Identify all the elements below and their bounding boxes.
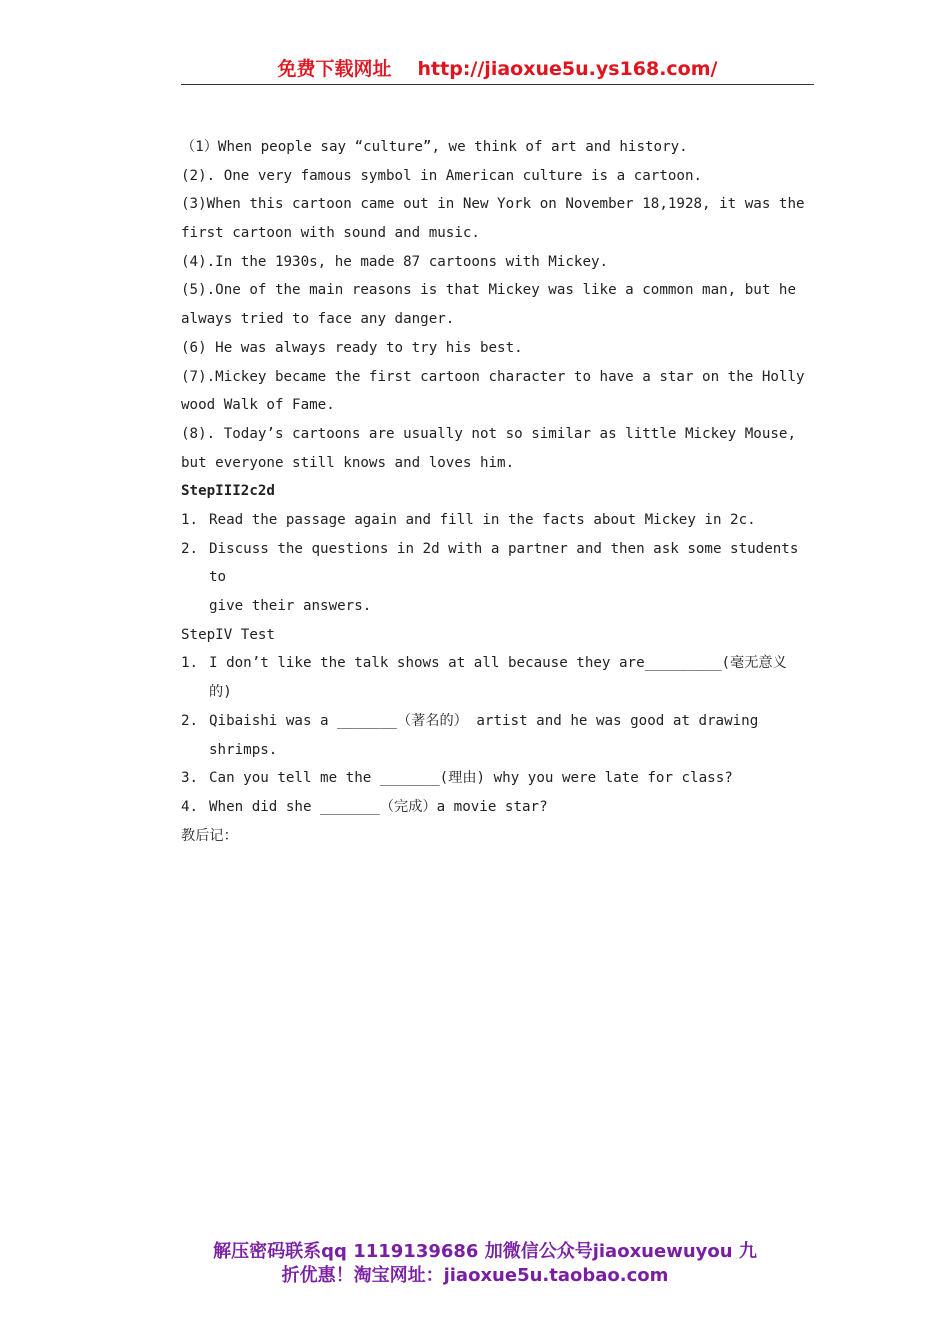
page-header	[181, 56, 814, 85]
item-text: Qibaishi was a _______（著名的） artist and he was good at drawing	[209, 712, 759, 729]
passage-line: (3)When this cartoon came out in New York on November 18,1928, it was the	[181, 196, 805, 213]
passage-line: （1）When people say “culture”, we think of art and history.	[181, 139, 688, 155]
item-number: 2.	[181, 712, 199, 729]
item-continuation: shrimps.	[209, 741, 278, 758]
item-text: When did she _______（完成）a movie star?	[209, 798, 548, 815]
afterword-label: 教后记：	[181, 827, 238, 844]
step3-title: StepIII2c2d	[181, 483, 275, 500]
item-number: 1.	[181, 511, 199, 528]
passage-line: (2). One very famous symbol in American culture is a cartoon.	[181, 167, 703, 184]
item-number: 2.	[181, 540, 199, 557]
passage-line: (8). Today’s cartoons are usually not so similar as little Mickey Mouse,	[181, 425, 796, 442]
passage-line: always tried to face any danger.	[181, 311, 455, 328]
step4-title: StepIV Test	[181, 626, 275, 643]
passage-line: wood Walk of Fame.	[181, 397, 335, 414]
test-item	[181, 793, 821, 822]
passage-line: first cartoon with sound and music.	[181, 225, 480, 242]
header-url-link[interactable]: http://jiaoxue5u.ys168.com/	[417, 58, 718, 80]
passage-line: (4).In the 1930s, he made 87 cartoons with Mickey.	[181, 253, 609, 270]
header-label: 免费下载网址	[277, 58, 392, 80]
item-text: I don’t like the talk shows at all because they are_________(毫无意义	[209, 655, 787, 672]
passage-line: (5).One of the main reasons is that Mickey was like a common man, but he	[181, 282, 796, 299]
item-text: Discuss the questions in 2d with a partner and then ask some students to	[209, 540, 807, 586]
item-continuation: give their answers.	[209, 598, 372, 615]
test-item	[181, 707, 821, 736]
footer-line-2: 折优惠！淘宝网址：jiaoxue5u.taobao.com	[281, 1265, 669, 1286]
footer-line-1: 解压密码联系qq 1119139686 加微信公众号jiaoxuewuyou 九	[213, 1241, 757, 1262]
item-continuation: 的)	[209, 684, 232, 701]
item-number: 3.	[181, 770, 199, 787]
document-body	[181, 133, 821, 850]
test-item	[181, 764, 821, 793]
test-item	[181, 649, 821, 678]
page-footer	[0, 1240, 950, 1288]
step3-item	[181, 506, 821, 535]
passage-line: (7).Mickey became the first cartoon character to have a star on the Holly	[181, 368, 805, 385]
passage-line: (6) He was always ready to try his best.	[181, 339, 523, 356]
passage-line: but everyone still knows and loves him.	[181, 454, 515, 471]
item-text: Can you tell me the _______(理由) why you were late for class?	[209, 770, 733, 787]
item-number: 1.	[181, 655, 199, 672]
item-text: Read the passage again and fill in the facts about Mickey in 2c.	[209, 511, 756, 528]
step3-item	[181, 535, 821, 592]
item-number: 4.	[181, 798, 199, 815]
